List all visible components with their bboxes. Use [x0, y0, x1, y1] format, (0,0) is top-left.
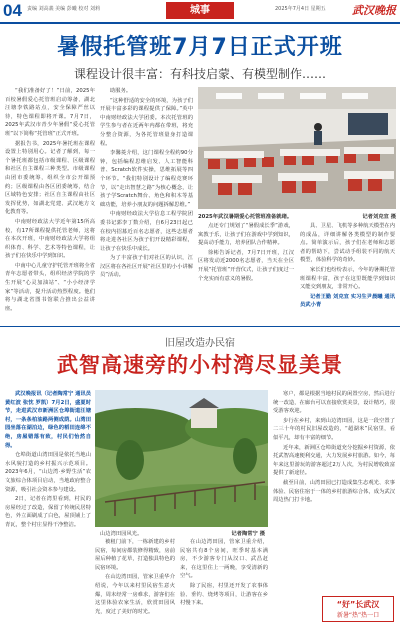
paragraph: 在山边湾田园，管家卫重华介绍说，今年以来村里民宿生意火爆，周末经常一房难求，游客们在这里体验农家生活，欣赏田园风光，度过了美好的时光。 — [95, 574, 175, 615]
paragraph: “我们准备好了！”日前，2025年百校暑假爱心托管班启动筹备，湖北汪塘李铁路站点，安全保障严丝以待，特色课程即将开课。7月7日，2025年武汉市青少年暑假“爱心托管班”以下简称“托管班”正式开班。 — [5, 88, 95, 137]
article2-column-3 — [180, 538, 268, 624]
paragraph: 徐彬告诉记者，7月7日开班，江汉区将发动近2000名志愿者，当天在全区开展“托管班”开营仪式，让孩子们度过一个充实而有意义的暑假。 — [198, 249, 294, 282]
kicker-2: 旧屋改造办民宿 — [165, 338, 235, 349]
paragraph: 被租门前下，一栋新建的乡村民宿，每间房都装修得精致，房前屋后种植了花草，打造独具特色的民宿环境。 — [95, 539, 175, 571]
newspaper-logo: 武汉晚报 — [352, 4, 396, 17]
article1-column-4 — [300, 222, 395, 322]
byline: 记者王勤 刘克宜 实习生尹晨曦 通讯员武小青 — [300, 293, 395, 309]
page-header — [0, 0, 400, 22]
paragraph: 仓埠街道山湾田园是依托当地山水风貌打造的乡村振兴示范项目。2023年6月，“山边湾·乡野生活”农文旅综合体项目启动，当地政府整合资源，吸引社会资本参与建设。 — [5, 452, 91, 493]
subheadline-1: 课程设计很丰富：有科技启蒙、有模型制作…… — [73, 67, 326, 81]
photo-credit: 记者陶常宁 摄 — [231, 531, 265, 537]
paragraph: 近年来，新洲区仓埠街道充分挖掘乡村资源，依托武智高速便利交通，大力发展乡村旅游。如今，每年来这里游玩的游客超过2万人次，为村民增收致富提供了新途径。 — [273, 444, 395, 477]
stamp-line-2: 新暑“热”热一口 — [336, 612, 380, 619]
village-photo — [95, 390, 268, 527]
paragraph: 步行在乡村，来到山边湾田园，这是一段空置了二三十年的村民旧屋改造的，“超湖米”民宿里，看似平凡，却有丰富的细节。 — [273, 417, 395, 441]
caption-text: 山边湾田园风光。 — [100, 531, 143, 537]
paragraph: “这种舒适的安全的环境，为孩子们开展丰富多彩的课程提供了保障。”英中中南财经政法大学团委。本次托管班的学生参与者在近两年内都在带班，将充分整合资源，为各托管班量身打造课程。 — [100, 97, 193, 147]
article2-column-4 — [273, 390, 395, 592]
paragraph: 截至目前，山湾田园已打造成集生态观光、农事体验、民宿住宿于一体的乡村旅游综合体，成为武汉周边热门打卡地。 — [273, 479, 395, 504]
stamp-line-1: “好”长武汉 — [336, 600, 380, 609]
paragraph: 2日，记者在湾里看到，村民的房屋经过了改造，保留了传统民居特色，外立面刷成了白色，屋顶铺上了青瓦，整个村庄显得干净整洁。 — [5, 496, 91, 528]
paragraph: 寒户，都是根据当地村民的闲置空房，然后进行统一改造，在廊台可以直接欣赏美景，设计精巧，很受游客欢迎。 — [273, 391, 395, 415]
paragraph: 点还专门规划了“暑假成长季”游戏，寓教于乐，让孩子们在游戏中学到知识，提高动手能力，培养团队合作精神。 — [198, 223, 294, 247]
header-rule — [0, 22, 400, 24]
paragraph: 家长们也纷纷表示，今年的暑期托管班课程丰富，孩子在这里既能学到知识又能交到朋友，非常开心。 — [300, 266, 395, 291]
paragraph: 为了丰富孩子们对社区的认识，江汉区将在各社区开展“社区里的小小讲解员”活动。 — [100, 255, 193, 279]
paragraph: 在山边湾田园，管家卫重介绍，民宿共有8个房间，旺季时基本满房，不少游客专门从汉口、武昌赶来，在这里住上一两晚，享受清新的空气。 — [180, 539, 268, 580]
promo-stamp — [322, 596, 394, 622]
headline-2: 武智高速旁的小村湾尽显美景 — [57, 352, 343, 377]
paragraph: 据报告书，2025年暑托班在课程设置上特别用心。记者了解到，每一个暑托班都包括市级课程、区级课程和社区自主课程三种类型。市级课程由团市委统筹，组织全市公开课预约；区级课程由各区团委统筹，结合区域特色安排；社区自主课程由社区发挥优势，如湖北党建、武汉地方文化教育等。 — [5, 140, 95, 216]
paragraph: 李馨菱介绍，这门课程全程约90分钟，包括编程思维启发、人工智能科普、Scratch软件实操，思维拓展等四个环节。“我们特别设计了编程竞赛环节，以“走出智慧之路”为核心概念，让孩子学Scratch舞台、角色和积木等基础功能，培养小朋友的问题拆解思维。” — [100, 150, 193, 208]
section-banner: 城事 — [166, 2, 234, 19]
article2-column-1 — [5, 390, 91, 622]
article1-column-2 — [100, 87, 193, 321]
classroom-photo — [198, 87, 396, 209]
article2-column-2 — [95, 538, 175, 624]
paragraph: 具、卫星、飞机等多种航天模型在内的成品，详细讲解各类模型的制作要点。简单演示后，孩子们在老师和志愿者的帮助下，尝试动手组装不同的航天模型，体验科学的奇妙。 — [300, 223, 395, 264]
paragraph: 武汉晚报讯（记者陶常宁 通讯员黄红波 张忱 罗凯）7月2日，盛夏时节，走进武汉市新洲区仓埠街道汪塘村，一条条柏油路两侧成荫。山湾田园坐落在湖泊边，绿色的稻田连绵不绝，房屋错落有致，村民们怡然自得。 — [5, 391, 91, 449]
paragraph: 助服务。 — [110, 88, 132, 94]
photo-caption-1 — [198, 212, 396, 220]
paragraph: 除了民宿，村里还开发了农事体验、垂钓、烧烤等项目，让游客在乡村慢下来。 — [180, 582, 268, 607]
article1-column-1 — [5, 87, 95, 321]
date-line: 2025年7月4日 星期五 — [275, 6, 326, 12]
caption-text: 2025年武汉暑期爱心托管班准备就绪。 — [198, 214, 293, 220]
page-number: 04 — [3, 1, 22, 20]
paragraph: 中南财经政法大学近年第15所高校，有17所课程提供托管老师，这将在本次开班，中南财经政法大学将组织体育、科学、艺术等特色课程，让孩子们在快乐中学到知识。 — [5, 218, 95, 260]
paragraph: 中南财经政法大学信息工程学院团委书记郭李丁数介绍，自6月23日起已在校内招募近百名志愿者，这些志愿者将走进各社区为孩子们开设精彩课程，让孩子在快乐中成长。 — [100, 211, 193, 252]
section-divider — [0, 326, 400, 327]
editors-line: 责编 刘高義 美编 彭曦 校对 刘莉 — [27, 6, 100, 12]
photo-credit: 记者刘克宜 摄 — [362, 214, 396, 220]
photo-caption-2 — [100, 529, 265, 537]
article1-column-3 — [198, 222, 294, 322]
paragraph: 中南中心儿童守护托管开班将全省青年志愿者带头，组织经济学院的学生开展“心灵加油站”、“小小经济学家”等活动，提升活动热烈程度。他们将与湖北省图书馆联合推出公益讲座。 — [5, 262, 95, 312]
headline-1: 暑假托管班7月7日正式开班 — [57, 35, 343, 60]
